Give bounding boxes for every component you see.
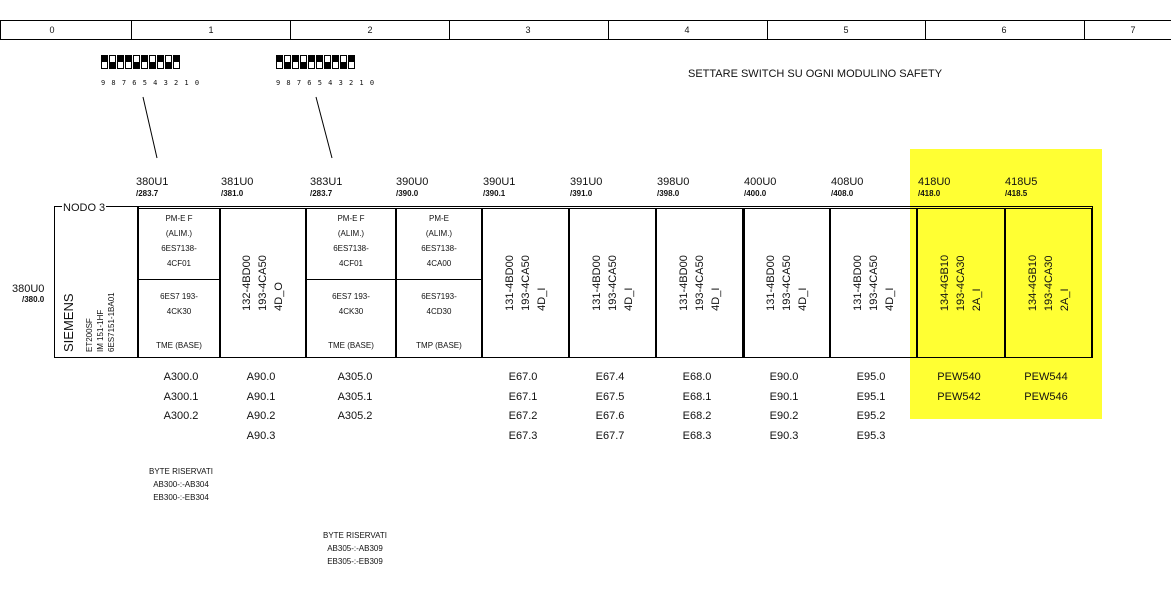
- head-line: IM 151-1HF: [96, 309, 105, 352]
- slot-header: 390U1 /390.1: [483, 176, 516, 198]
- slot-header: 408U0 /408.0: [831, 176, 864, 198]
- head-line: ET200SF: [85, 318, 94, 352]
- ruler-number: 5: [843, 25, 849, 35]
- address-list: A305.0 A305.1 A305.2: [337, 371, 373, 422]
- power-module: PM-E F (ALIM.) 6ES7138- 4CF01 6ES7 193- 4CK30 TME (BASE): [306, 208, 396, 358]
- address-list: A300.0 A300.1 A300.2: [163, 371, 199, 422]
- address-list: E68.0 E68.1 E68.2 E68.3: [682, 371, 712, 442]
- slot-header: 418U0 /418.0: [918, 176, 951, 198]
- slot-header: 400U0 /400.0: [744, 176, 777, 198]
- nodo-label: NODO 3: [63, 202, 106, 214]
- address-list: A90.0 A90.1 A90.2 A90.3: [246, 371, 276, 442]
- slot-header: 391U0 /391.0: [570, 176, 603, 198]
- analog-module: 134-4GB10 193-4CA30 2A_I: [1005, 208, 1092, 358]
- slot-header: 381U0 /381.0: [221, 176, 254, 198]
- reserved-bytes-note: BYTE RISERVATI AB305-:-AB309 EB305-:-EB309: [322, 531, 387, 566]
- ruler-number: 4: [684, 25, 690, 35]
- io-module: 131-4BD00 193-4CA50 4D_I: [743, 208, 830, 358]
- address-list: PEW540 PEW542: [937, 371, 981, 403]
- address-list: PEW544 PEW546: [1024, 371, 1068, 403]
- reserved-bytes-note: BYTE RISERVATI AB300-:-AB304 EB300-:-EB304: [148, 467, 213, 502]
- slot-header: 380U1 /283.7: [136, 176, 169, 198]
- address-list: E67.4 E67.5 E67.6 E67.7: [595, 371, 625, 442]
- address-list: E67.0 E67.1 E67.2 E67.3: [508, 371, 538, 442]
- head-line: 6ES7151-1BA01: [107, 292, 116, 352]
- io-module: 131-4BD00 193-4CA50 4D_I: [830, 208, 917, 358]
- address-list: E95.0 E95.1 E95.2 E95.3: [856, 371, 886, 442]
- ruler-number: 6: [1001, 25, 1007, 35]
- siemens-brand: SIEMENS: [61, 293, 76, 352]
- slot-header: 398U0 /398.0: [657, 176, 690, 198]
- io-module: 132-4BD00 193-4CA50 4D_O: [220, 208, 306, 358]
- address-list: E90.0 E90.1 E90.2 E90.3: [769, 371, 799, 442]
- ruler-number: 7: [1130, 25, 1136, 35]
- power-module: PM-E (ALIM.) 6ES7138- 4CA00 6ES7193- 4CD30 TMP (BASE): [396, 208, 482, 358]
- safety-switch-note: SETTARE SWITCH SU OGNI MODULINO SAFETY: [688, 68, 943, 80]
- analog-module: 134-4GB10 193-4CA30 2A_I: [917, 208, 1005, 358]
- ruler-number: 1: [208, 25, 214, 35]
- power-module: PM-E F (ALIM.) 6ES7138- 4CF01 6ES7 193- 4CK30 TME (BASE): [138, 208, 220, 358]
- head-module-text: [58, 226, 138, 354]
- node-reference: [12, 283, 44, 304]
- ruler-number: 0: [49, 25, 55, 35]
- io-module: 131-4BD00 193-4CA50 4D_I: [482, 208, 569, 358]
- node-reference-sub: /380.0: [22, 295, 45, 304]
- ruler-number: 3: [525, 25, 531, 35]
- node-reference-name: 380U0: [12, 283, 45, 295]
- slot-header: 418U5 /418.5: [1005, 176, 1038, 198]
- slot-header: 383U1 /283.7: [310, 176, 343, 198]
- io-module: 131-4BD00 193-4CA50 4D_I: [569, 208, 656, 358]
- io-module: 131-4BD00 193-4CA50 4D_I: [656, 208, 743, 358]
- ruler-number: 2: [367, 25, 373, 35]
- dip-switch-labels: 9 8 7 6 5 4 3 2 1 0: [276, 79, 376, 87]
- dip-switch-labels: 9 8 7 6 5 4 3 2 1 0: [101, 79, 201, 87]
- slot-header: 390U0 /390.0: [396, 176, 429, 198]
